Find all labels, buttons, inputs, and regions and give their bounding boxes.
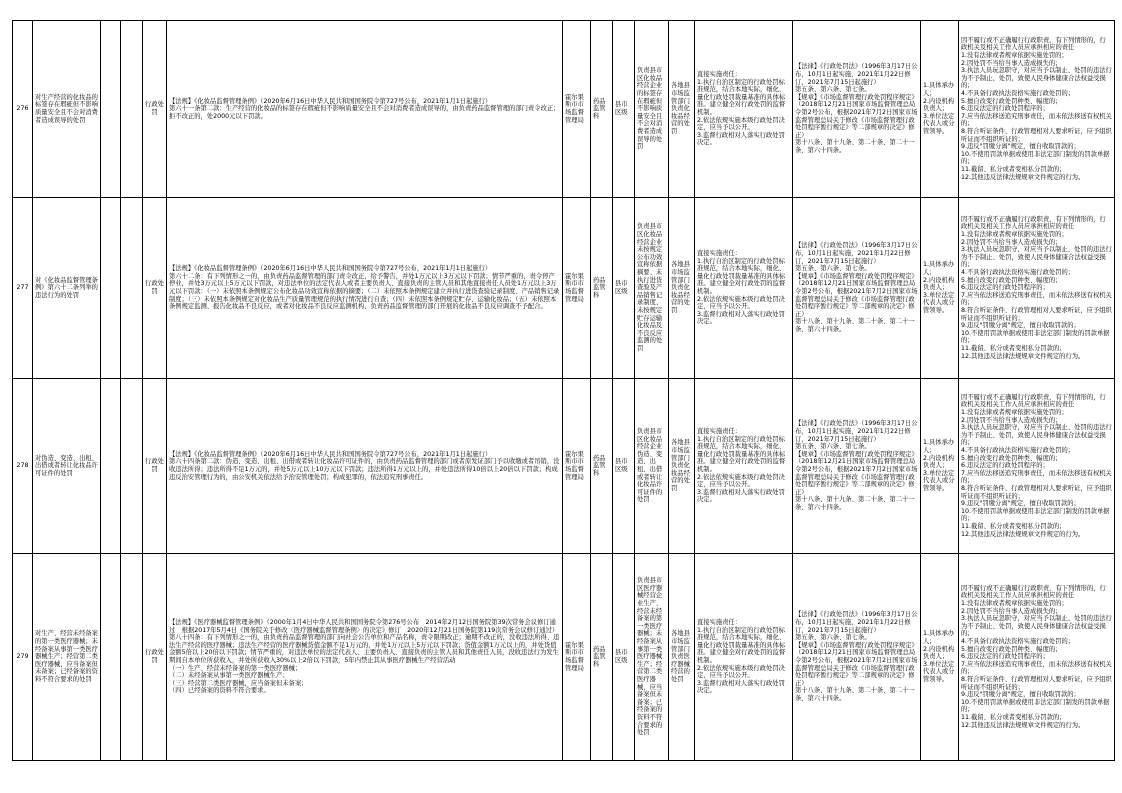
responsibility-items: 直接实施责任： 1.执行自治区制定的行政处罚标准规范，结合本地实际，细化、量化行政处罚裁量基准的具体标准。建立健全对行政处罚的监督机制。 2.依法依规实施本级行政处罚决定，应当予以公开。 3.监督行政相对人落实行政处罚决定。 bbox=[695, 198, 793, 379]
exercise-level: 县市区级 bbox=[613, 379, 635, 554]
subordinate-duty: 各地县市场监管部门负责化妆品经营的处罚 bbox=[669, 198, 695, 379]
exercise-level: 县市区级 bbox=[613, 554, 635, 761]
legal-basis: 【法规】《化妆品监督管理条例》（2020年6月16日中华人民共和国国务院令第727号公布，2021年1月1日起施行） 第六十二条：有下列情形之一的，由负责药品监督管理的部门责令改正，给予警告，并处1万元以上3万元以下罚款；情节严重的，责令停产停业，并处3万元以上5万元以下罚款，对违法单位的法定代表人或者主要负责人、直接负责的主管人员和其他直接责任人员处1万元以上3万元以下罚款：（一）未依照本条例规定公布化妆品功效宣称依据的摘要；（二）未依照本条例规定建立并执行进货查验记录制度、产品销售记录制度；（三）未依照本条例规定对化妆品生产质量管理规范的执行情况进行自查；（四）未依照本条例规定贮存、运输化妆品；（五）未依照本条例规定监测、报告化妆品不良反应，或者对化妆品不良反应监测机构、负责药品监督管理的部门开展的化妆品不良反应调查不予配合。 bbox=[167, 198, 563, 379]
exercise-level: 县市区级 bbox=[613, 198, 635, 379]
empty-cell bbox=[121, 198, 143, 379]
item-name: 对伪造、变造、出租、出借或者转让化妆品许可证件的处罚 bbox=[33, 379, 101, 554]
legal-basis: 【法规】《医疗器械监督管理条例》（2000年1月4日中华人民共和国国务院令第276号公布 2014年2月12日国务院第39次常务会议修订通过 根据2017年5月4日《国务院关于修改〈医疗器械监督管理条例〉的决定》修订 2020年12月21日国务院第119次常务会议修订通过） 第八十四条：有下列情形之一的，由负责药品监督管理的部门向社会公告单位和产品名称，责令限期改正；逾期不改正的，没收违法所得、违法生产经营的医疗器械；违法生产经营的医疗器械货值金额不足1万元的，并处1万元以上5万元以下罚款；货值金额1万元以上的，并处货值金额5倍以上20倍以下罚款；情节严重的，对违法单位的法定代表人、主要负责人、直接负责的主管人员和其他责任人员，没收违法行为发生期间自本单位所获收入，并处所获收入30%以上2倍以下罚款，5年内禁止其从事医疗器械生产经营活动 （一）生产、经营未经备案的第一类医疗器械； （二）未经备案从事第一类医疗器械生产； （三）经营第二类医疗器械，应当备案但未备案； （四）已经备案的资料不符合要求。 bbox=[167, 554, 563, 761]
accountability-situations: 因不履行或不正确履行行政职责，有下列情形的，行政机关及相关工作人员应承担相应的责任 1.没有法律或者规章依据实施处罚的； 2.因处罚不当给当事人造成损失的； 3.执法人员玩忽职守，对应当予以制止、处罚的违法行为不予制止、处罚，致使人民身体健康合法权益受损的； 4.不具备行政执法资格实施行政处罚的； 5.擅自改变行政处罚种类、幅度的； 6.违反法定的行政处罚程序的； 7.应当依法移送追究刑事责任，而未依法移送有权机关的； 8.符合听证条件、行政管理相对人要求听证，应予组织听证而不组织听证的； 9.违反"罚缴分离"规定，擅自收取罚款的； 10.不使用罚款单据或使用非法定部门制发的罚款单据的； 11.截留、私分或者变相私分罚款的； 12.其他违反法律法规规章文件规定的行为。 bbox=[959, 379, 1115, 554]
empty-cell bbox=[121, 554, 143, 761]
row-number: 279 bbox=[13, 554, 33, 761]
implementing-subject: 霍尔果斯市市场监督管理局 bbox=[563, 554, 591, 761]
responsible-dept: 药品监管科 bbox=[591, 554, 613, 761]
empty-cell bbox=[101, 379, 121, 554]
table-row bbox=[13, 554, 1115, 761]
empty-cell bbox=[121, 379, 143, 554]
responsibility-items: 直接实施责任： 1.执行自治区制定的行政处罚标准规范，结合本地实际，细化、量化行政处罚裁量基准的具体标准。建立健全对行政处罚的监督机制。 2.依法依规实施本级行政处罚决定，应当予以公开。 3.监督行政相对人落实行政处罚决定。 bbox=[695, 21, 793, 198]
legal-basis: 【法规】《化妆品监督管理条例》（2020年6月16日中华人民共和国国务院令第727号公布，2021年1月1日起施行） 第六十一条第二款：生产经营的化妆品的标签存在瑕疵但不影响质量安全且不会对消费者造成误导的，由负责药品监督管理的部门责令改正；拒不改正的，处2000元以下罚款。 bbox=[167, 21, 563, 198]
item-type: 行政处罚 bbox=[143, 198, 167, 379]
subordinate-duty: 各地县市场监管部门负责化妆品经营的处罚 bbox=[669, 21, 695, 198]
item-type: 行政处罚 bbox=[143, 554, 167, 761]
legal-basis: 【法规】《化妆品监督管理条例》（2020年6月16日中华人民共和国国务院令第727号公布，2021年1月1日起施行） 第六十四条第二款：伪造、变造、出租、出借或者转让化妆品许可证件的，由负责药品监督管理的部门或者原发证部门予以收缴或者吊销，没收违法所得；违法所得不足1万元的，并处5万元以上10万元以下罚款；违法所得1万元以上的，并处违法所得10倍以上20倍以下罚款；构成违反治安管理行为的，由公安机关依法给予治安管理处罚；构成犯罪的，依法追究刑事责任。 bbox=[167, 379, 563, 554]
responsible-persons: 1.具体承办人； 2.内设机构负责人； 3.单位法定代表人或分管领导。 bbox=[921, 379, 959, 554]
responsible-dept: 药品监管科 bbox=[591, 198, 613, 379]
responsibility-items: 直接实施责任： 1.执行自治区制定的行政处罚标准规范，结合本地实际，细化、量化行政处罚裁量基准的具体标准。建立健全对行政处罚的监督机制。 2.依法依规实施本级行政处罚决定，应当予以公开。 3.监督行政相对人落实行政处罚决定。 bbox=[695, 554, 793, 761]
dept-duty: 负责县市区化妆品经营企业的标签存在瑕疵但不影响质量安全且不会对消费者造成误导的处罚 bbox=[635, 21, 669, 198]
responsible-persons: 1.具体承办人； 2.内设机构负责人； 3.单位法定代表人或分管领导。 bbox=[921, 21, 959, 198]
responsibility-basis: 【法律】《行政处罚法》（1996年3月17日公布，10月1日起实施，2021年1月22日修订，2021年7月15日起施行） 第五条、第六条、第七条。 【规章】《市场监督管理行政处罚程序规定》（2018年12月21日国家市场监督管理总局令第2号公布，根据2021年7月2日国家市场监督管理总局关于修改《市场监督管理行政处罚程序暂行规定》等二部规章的决定》修正） 第十八条、第十九条、第二十条、第二十一条、第六十四条。 bbox=[793, 554, 921, 761]
responsible-persons: 1.具体承办人； 2.内设机构负责人； 3.单位法定代表人或分管领导。 bbox=[921, 554, 959, 761]
accountability-situations: 因不履行或不正确履行行政职责，有下列情形的，行政机关及相关工作人员应承担相应的责任 1.没有法律或者规章依据实施处罚的； 2.因处罚不当给当事人造成损失的； 3.执法人员玩忽职守，对应当予以制止、处罚的违法行为不予制止、处罚，致使人民身体健康合法权益受损的； 4.不具备行政执法资格实施行政处罚的； 5.擅自改变行政处罚种类、幅度的； 6.违反法定的行政处罚程序的； 7.应当依法移送追究刑事责任，而未依法移送有权机关的； 8.符合听证条件、行政管理相对人要求听证，应予组织听证而不组织听证的； 9.违反"罚缴分离"规定，擅自收取罚款的； 10.不使用罚款单据或使用非法定部门制发的罚款单据的； 11.截留、私分或者变相私分罚款的； 12.其他违反法律法规规章文件规定的行为。 bbox=[959, 198, 1115, 379]
subordinate-duty: 各地县市场监管部门负责化妆品经营的处罚 bbox=[669, 379, 695, 554]
document-page bbox=[12, 20, 1114, 761]
accountability-situations: 因不履行或不正确履行行政职责，有下列情形的，行政机关及相关工作人员应承担相应的责任 1.没有法律或者规章依据实施处罚的； 2.因处罚不当给当事人造成损失的； 3.执法人员玩忽职守，对应当予以制止、处罚的违法行为不予制止、处罚，致使人民身体健康合法权益受损的； 4.不具备行政执法资格实施行政处罚的； 5.擅自改变行政处罚种类、幅度的； 6.违反法定的行政处罚程序的； 7.应当依法移送追究刑事责任，而未依法移送有权机关的； 8.符合听证条件、行政管理相对人要求听证，应予组织听证而不组织听证的； 9.违反"罚缴分离"规定，擅自收取罚款的； 10.不使用罚款单据或使用非法定部门制发的罚款单据的； 11.截留、私分或者变相私分罚款的； 12.其他违反法律法规规章文件规定的行为。 bbox=[959, 21, 1115, 198]
responsible-dept: 药品监管科 bbox=[591, 21, 613, 198]
item-name: 对生产经营的化妆品的标签存在瑕疵但不影响质量安全且不会对消费者造成误导的处罚 bbox=[33, 21, 101, 198]
item-type: 行政处罚 bbox=[143, 21, 167, 198]
empty-cell bbox=[121, 21, 143, 198]
responsibility-items: 直接实施责任： 1.执行自治区制定的行政处罚标准规范，结合本地实际，细化、量化行政处罚裁量基准的具体标准。建立健全对行政处罚的监督机制。 2.依法依规实施本级行政处罚决定，应当予以公开。 3.监督行政相对人落实行政处罚决定。 bbox=[695, 379, 793, 554]
row-number: 277 bbox=[13, 198, 33, 379]
responsibility-basis: 【法律】《行政处罚法》（1996年3月17日公布，10月1日起实施，2021年1月22日修订，2021年7月15日起施行） 第五条、第六条、第七条。 【规章】《市场监督管理行政处罚程序规定》（2018年12月21日国家市场监督管理总局令第2号公布，根据2021年7月2日国家市场监督管理总局关于修改《市场监督管理行政处罚程序暂行规定》等二部规章的决定》修正） 第十八条、第十九条、第二十条、第二十一条、第六十四条。 bbox=[793, 379, 921, 554]
dept-duty: 负责县市区化妆品经营企业伪造、变造、出租、出借或者转让化妆品许可证件的处罚 bbox=[635, 379, 669, 554]
table-row bbox=[13, 21, 1115, 198]
item-name: 对《化妆品监督管理条例》第六十二条列举的违法行为的处罚 bbox=[33, 198, 101, 379]
empty-cell bbox=[101, 21, 121, 198]
dept-duty: 负责县市区化妆品经营企业未按规定公布功效宣称依据摘要、未执行进货查验及产品销售记录制度、未按规定贮存运输化妆品及不良反应监测的处罚 bbox=[635, 198, 669, 379]
empty-cell bbox=[101, 554, 121, 761]
empty-cell bbox=[101, 198, 121, 379]
implementing-subject: 霍尔果斯市市场监督管理局 bbox=[563, 379, 591, 554]
accountability-situations: 因不履行或不正确履行行政职责，有下列情形的，行政机关及相关工作人员应承担相应的责任 1.没有法律或者规章依据实施处罚的； 2.因处罚不当给当事人造成损失的； 3.执法人员玩忽职守，对应当予以制止、处罚的违法行为不予制止、处罚，致使人民身体健康合法权益受损的； 4.不具备行政执法资格实施行政处罚的； 5.擅自改变行政处罚种类、幅度的； 6.违反法定的行政处罚程序的； 7.应当依法移送追究刑事责任，而未依法移送有权机关的； 8.符合听证条件、行政管理相对人要求听证，应予组织听证而不组织听证的； 9.违反"罚缴分离"规定，擅自收取罚款的； 10.不使用罚款单据或使用非法定部门制发的罚款单据的； 11.截留、私分或者变相私分罚款的； 12.其他违反法律法规规章文件规定的行为。 bbox=[959, 554, 1115, 761]
table-row bbox=[13, 198, 1115, 379]
item-type: 行政处罚 bbox=[143, 379, 167, 554]
implementing-subject: 霍尔果斯市市场监督管理局 bbox=[563, 21, 591, 198]
row-number: 278 bbox=[13, 379, 33, 554]
subordinate-duty: 各地县市场监管部门负责医疗器械经营的处罚 bbox=[669, 554, 695, 761]
responsible-dept: 药品监管科 bbox=[591, 379, 613, 554]
implementing-subject: 霍尔果斯市市场监督管理局 bbox=[563, 198, 591, 379]
item-name: 对生产、经营未经备案的第一类医疗器械；未经备案从事第一类医疗器械生产；经营第二类医疗器械，应当备案但未备案；已经备案的资料不符合要求的处罚 bbox=[33, 554, 101, 761]
responsible-persons: 1.具体承办人； 2.内设机构负责人； 3.单位法定代表人或分管领导。 bbox=[921, 198, 959, 379]
exercise-level: 县市区级 bbox=[613, 21, 635, 198]
row-number: 276 bbox=[13, 21, 33, 198]
responsibility-basis: 【法律】《行政处罚法》（1996年3月17日公布，10月1日起实施，2021年1月22日修订，2021年7月15日起施行） 第五条、第六条、第七条。 【规章】《市场监督管理行政处罚程序规定》（2018年12月21日国家市场监督管理总局令第2号公布，根据2021年7月2日国家市场监督管理总局关于修改《市场监督管理行政处罚程序暂行规定》等二部规章的决定》修正） 第十八条、第十九条、第二十条、第二十一条、第六十四条。 bbox=[793, 198, 921, 379]
dept-duty: 负责县市区医疗器械经营企业生产、经营未经备案的第一类医疗器械；未经备案从事第一类医疗器械生产；经营第二类医疗器械，应当备案但未备案；已经备案的资料不符合要求的处罚 bbox=[635, 554, 669, 761]
table-row bbox=[13, 379, 1115, 554]
duty-list-table bbox=[12, 20, 1115, 761]
responsibility-basis: 【法律】《行政处罚法》（1996年3月17日公布，10月1日起实施，2021年1月22日修订，2021年7月15日起施行） 第五条、第六条、第七条。 【规章】《市场监督管理行政处罚程序规定》（2018年12月21日国家市场监督管理总局令第2号公布，根据2021年7月2日国家市场监督管理总局关于修改《市场监督管理行政处罚程序暂行规定》等二部规章的决定》修正） 第十八条、第十九条、第二十条、第二十一条、第六十四条。 bbox=[793, 21, 921, 198]
